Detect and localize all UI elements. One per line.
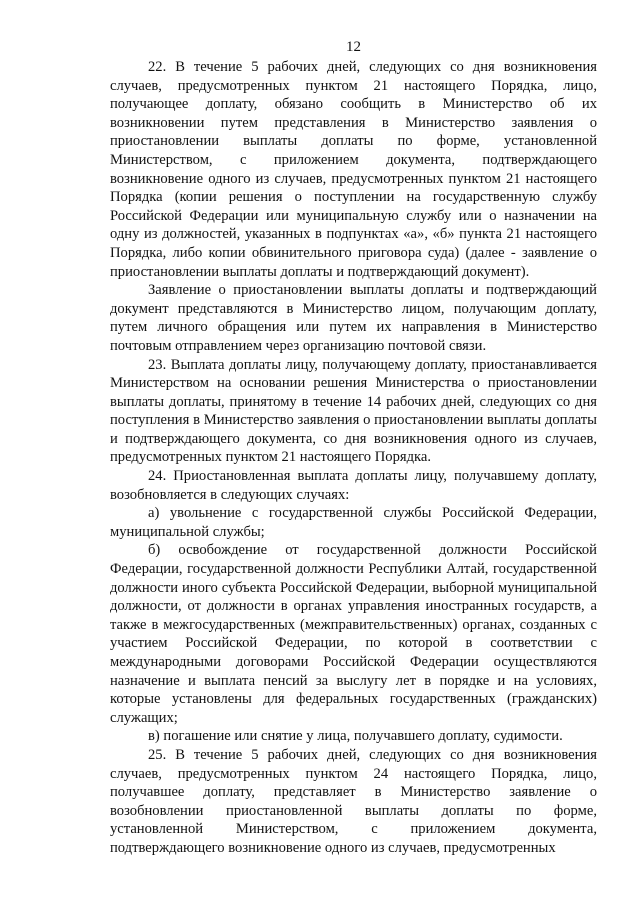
- paragraph-24: 24. Приостановленная выплата доплаты лицу, получавшему доплату, возобновляется в следующих случаях:: [110, 468, 597, 503]
- subparagraph-a: а) увольнение с государственной службы Российской Федерации, муниципальной службы;: [110, 505, 597, 540]
- paragraph-22: 22. В течение 5 рабочих дней, следующих со дня возникновения случаев, предусмотренных пунктом 21 настоящего Порядка, лицо, получающее доплату, обязано сообщить в Министерство об их возникновении путем представления в Министерство заявления о приостановлении выплаты доплаты по форме, установленной Министерством, с приложением документа, подтверждающего возникновение одного из случаев, предусмотренных пунктом 21 настоящего Порядка (копии решения о поступлении на государственную службу Российской Федерации или муниципальную службу или о назначении на одну из должностей, указанных в подпунктах «а», «б» пункта 21 настоящего Порядка, либо копии обвинительного приговора суда) (далее - заявление о приостановлении выплаты доплаты и подтверждающий документ).: [110, 59, 597, 280]
- page-number: 12: [346, 39, 361, 55]
- paragraph-25: 25. В течение 5 рабочих дней, следующих со дня возникновения случаев, предусмотренных пунктом 24 настоящего Порядка, лицо, получавшее доплату, представляет в Министерство заявление о возобновлении приостановленной выплаты доплаты по форме, установленной Министерством, с приложением документа, подтверждающего возникновение одного из случаев, предусмотренных: [110, 746, 597, 856]
- subparagraph-b: б) освобождение от государственной должности Российской Федерации, государственной должности Республики Алтай, государственной должности иного субъекта Российской Федерации, выборной муниципальной должности, от должности в органах управления иностранных государств, а также в межгосударственных (межправительственных) органах, созданных с участием Российской Федерации, по которой в соответствии с международными договорами Российской Федерации осуществляются назначение и выплата пенсий за выслугу лет в порядке и на условиях, которые установлены для федеральных государственных (гражданских) служащих;: [110, 542, 597, 726]
- paragraph-23: 23. Выплата доплаты лицу, получающему доплату, приостанавливается Министерством на основании решения Министерства о приостановлении выплаты доплаты, принятому в течение 14 рабочих дней, следующих со дня поступления в Министерство заявления о приостановлении выплаты доплаты и подтверждающего документа, со дня возникновения одного из случаев, предусмотренных пунктом 21 настоящего Порядка.: [110, 356, 597, 466]
- paragraph-statement-submission: Заявление о приостановлении выплаты доплаты и подтверждающий документ представляются в Министерство лицом, получающим доплату, путем личного обращения или путем их направления в Министерство почтовым отправлением через организацию почтовой связи.: [110, 282, 597, 354]
- subparagraph-v: в) погашение или снятие у лица, получавшего доплату, судимости.: [148, 728, 563, 745]
